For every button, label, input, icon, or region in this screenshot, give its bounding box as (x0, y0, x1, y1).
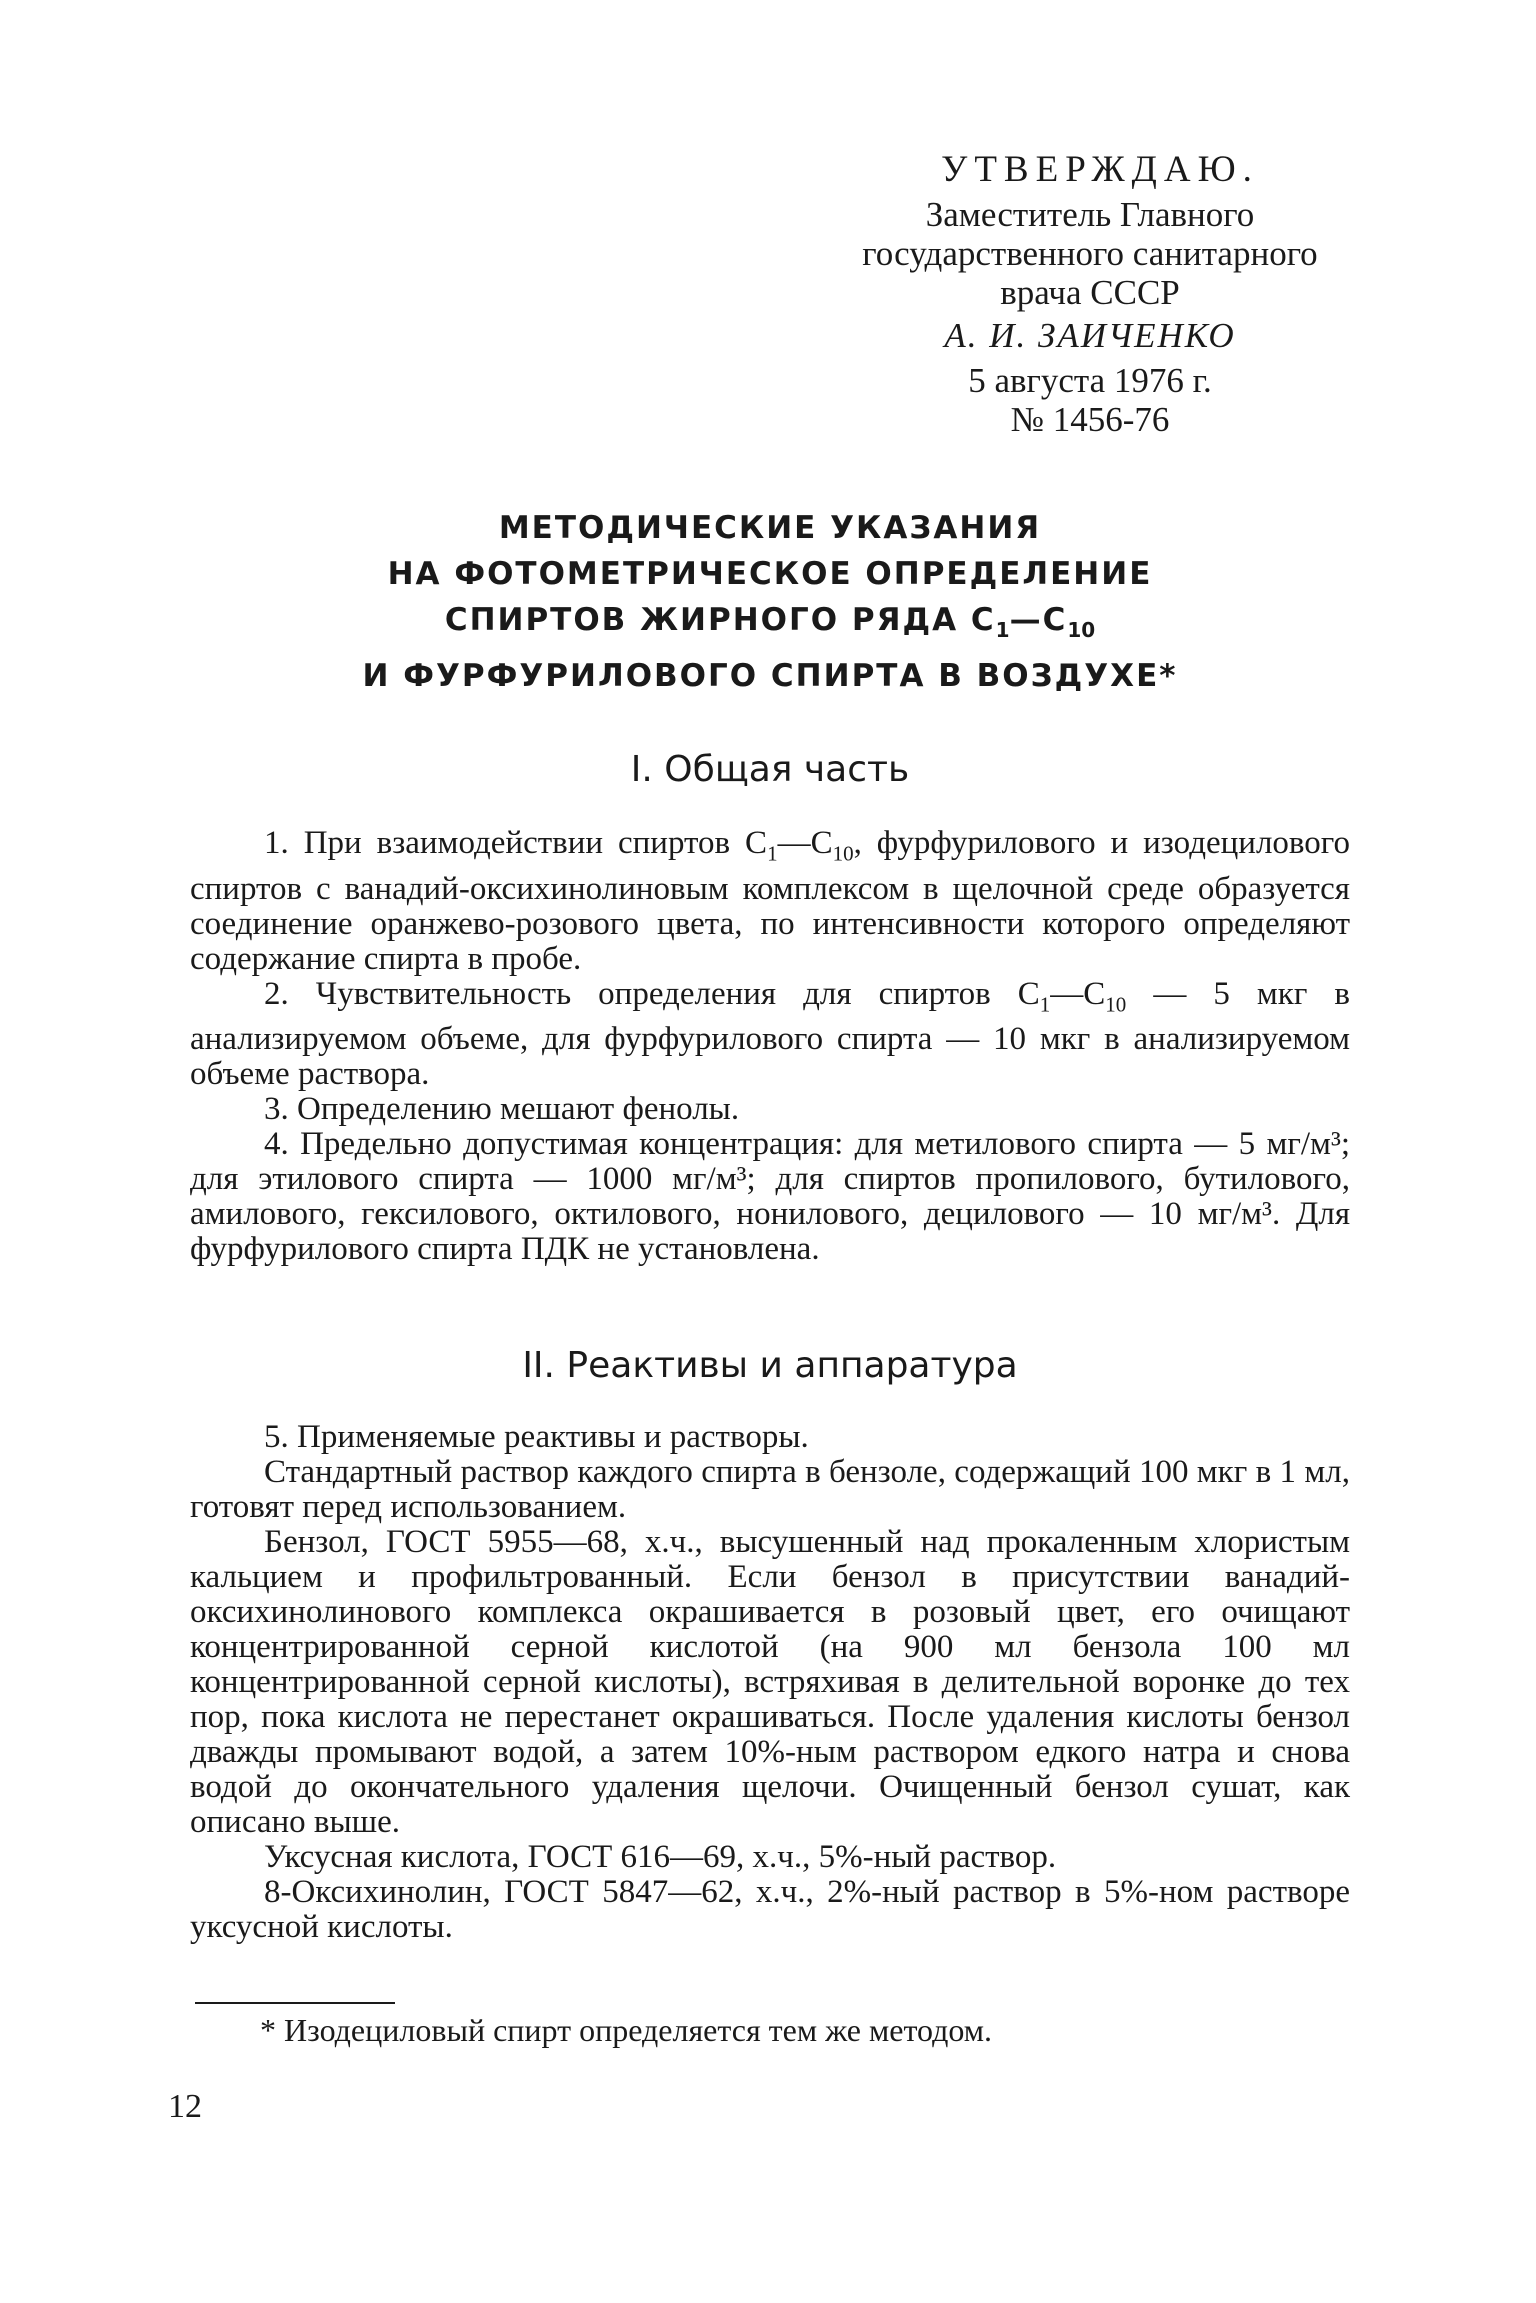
paragraph-2-part-c: — 5 мкг в анализируемом объеме, для фурфурилового спирта — 10 мкг в анализируемом объеме раствора. (190, 975, 1350, 1093)
paragraph-1-part-c: , фурфурилового и изодецилового спиртов с ванадий-оксихинолиновым комплексом в щелочной среде образуется соединение оранжево-розового цвета, по интенсивности которого определяют содержание спирта в пробе. (190, 825, 1350, 977)
title-line-4: И ФУРФУРИЛОВОГО СПИРТА В ВОЗДУХЕ* (362, 658, 1178, 695)
title-line-1: МЕТОДИЧЕСКИЕ УКАЗАНИЯ (498, 510, 1042, 546)
footnote: * Изодециловый спирт определяется тем же методом. (260, 2012, 993, 2048)
title-line-3 (300, 597, 1240, 653)
title-line-3-dash: —C (1009, 602, 1068, 638)
paragraph-3: 3. Определению мешают фенолы. (264, 1091, 740, 1128)
approval-position-line-2: государственного санитарного (862, 234, 1318, 273)
paragraph-2-subscript-1: 1 (1039, 992, 1051, 1017)
approval-position-line-3: врача СССР (1000, 273, 1180, 312)
paragraph-2 (190, 977, 1350, 1093)
paragraph-7: Бензол, ГОСТ 5955—68, х.ч., высушенный над прокаленным хлористым кальцием и профильтрованный. Если бензол в присутствии ванадий-оксихинолинового комплекса окрашивается в розовый цвет, его очищают концентрированной серной кислотой (на 900 мл бензола 100 мл концентрированной серной кислоты), встряхивая в делительной воронке до тех пор, пока кислота не перестанет окрашиваться. После удаления кислоты бензол дважды промывают водой, а затем 10%-ным раствором едкого натра и снова водой до окончательного удаления щелочи. Очищенный бензол сушат, как описано выше. (190, 1524, 1350, 1840)
document-title (300, 505, 1240, 699)
title-line-2: НА ФОТОМЕТРИЧЕСКОЕ ОПРЕДЕЛЕНИЕ (387, 556, 1153, 592)
paragraph-1 (190, 826, 1350, 977)
paragraph-5: 5. Применяемые реактивы и растворы. (264, 1419, 809, 1455)
paragraph-1-part-a: 1. При взаимодействии спиртов C (264, 825, 768, 861)
paragraph-6: Стандартный раствор каждого спирта в бензоле, содержащий 100 мкг в 1 мл, готовят перед использованием. (190, 1454, 1350, 1525)
paragraph-2-part-a: 2. Чувствительность определения для спиртов C (264, 975, 1040, 1012)
page-number: 12 (168, 2088, 202, 2125)
paragraph-2-subscript-2: 10 (1105, 992, 1127, 1017)
approval-heading: УТВЕРЖДАЮ. (941, 149, 1259, 190)
approval-position-line-1: Заместитель Главного (925, 195, 1255, 234)
title-line-3-text: СПИРТОВ ЖИРНОГО РЯДА C (444, 602, 996, 638)
section-2-heading: II. Реактивы и аппаратура (522, 1345, 1018, 1386)
approval-block (830, 150, 1350, 439)
footnote-divider (195, 2002, 395, 2004)
title-line-3-subscript-2: 10 (1067, 618, 1096, 643)
approval-number: № 1456-76 (1010, 400, 1170, 439)
paragraph-1-subscript-1: 1 (767, 841, 778, 866)
approval-date: 5 августа 1976 г. (968, 361, 1212, 400)
section-1-heading: I. Общая часть (630, 749, 910, 790)
paragraph-1-dash: —C (777, 825, 833, 861)
paragraph-1-subscript-2: 10 (832, 841, 854, 866)
section-2-body (190, 1420, 1350, 1945)
title-line-3-subscript-1: 1 (995, 618, 1010, 643)
paragraph-2-dash: —C (1050, 975, 1106, 1012)
section-1-body (190, 826, 1350, 1267)
paragraph-4: 4. Предельно допустимая концентрация: для метилового спирта — 5 мг/м³; для этилового спирта — 1000 мг/м³; для спиртов пропилового, бутилового, амилового, гексилового, октилового, нонилового, децилового — 10 мг/м³. Для фурфурилового спирта ПДК не установлена. (190, 1126, 1350, 1268)
approval-official-name: А. И. ЗАИЧЕНКО (944, 316, 1236, 355)
paragraph-9: 8-Оксихинолин, ГОСТ 5847—62, х.ч., 2%-ный раствор в 5%-ном растворе уксусной кислоты. (190, 1874, 1350, 1945)
paragraph-8: Уксусная кислота, ГОСТ 616—69, х.ч., 5%-ный раствор. (264, 1839, 1057, 1875)
